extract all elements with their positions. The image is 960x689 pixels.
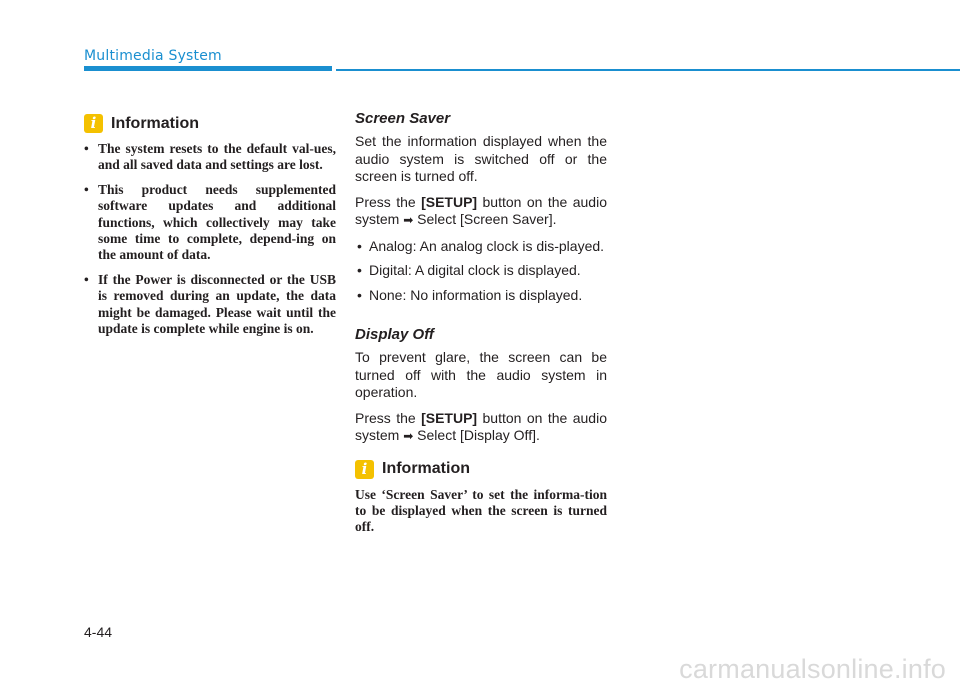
info-text: Use ‘Screen Saver’ to set the informa-tion to be displayed when the screen is turned off. bbox=[355, 486, 607, 535]
setup-key: [SETUP] bbox=[421, 193, 478, 210]
info-list bbox=[84, 141, 336, 337]
header-rule-thin bbox=[336, 69, 960, 71]
info-icon: i bbox=[84, 114, 103, 133]
right-column bbox=[355, 110, 607, 536]
display-off-intro: To prevent glare, the screen can be turned off with the audio system in operation. bbox=[355, 349, 607, 400]
option-item: • Digital: A digital clock is displayed. bbox=[355, 262, 607, 280]
section-title: Multimedia System bbox=[84, 48, 222, 64]
info-heading bbox=[355, 460, 607, 479]
info-icon: i bbox=[355, 460, 374, 479]
screen-saver-heading: Screen Saver bbox=[355, 110, 451, 127]
arrow-right-icon: ➡ bbox=[403, 213, 414, 227]
left-column bbox=[84, 114, 336, 345]
header-rule-thick bbox=[84, 66, 332, 71]
option-item: • Analog: An analog clock is dis-played. bbox=[355, 238, 607, 256]
info-heading bbox=[84, 114, 336, 133]
screen-saver-instruction: Press the [SETUP] button on the audio system ➡ Select [Screen Saver]. bbox=[355, 193, 607, 227]
arrow-right-icon: ➡ bbox=[403, 429, 414, 443]
info-list-item: • If the Power is disconnected or the USB is removed during an update, the data might be damaged. Please wait until the update is complete while engine is on. bbox=[84, 272, 336, 338]
display-off-instruction: Press the [SETUP] button on the audio system ➡ Select [Display Off]. bbox=[355, 409, 607, 443]
screen-saver-intro: Set the information displayed when the audio system is switched off or the screen is turned off. bbox=[355, 133, 607, 184]
page-number: 4-44 bbox=[84, 624, 113, 640]
info-list-item: • The system resets to the default val-ues, and all saved data and settings are lost. bbox=[84, 141, 336, 174]
display-off-heading: Display Off bbox=[355, 326, 434, 343]
watermark: carmanualsonline.info bbox=[679, 654, 946, 684]
setup-key: [SETUP] bbox=[421, 409, 478, 426]
info-title: Information bbox=[382, 460, 470, 477]
screen-saver-options bbox=[355, 238, 607, 305]
info-title: Information bbox=[111, 114, 199, 132]
info-list-item: • This product needs supplemented software updates and additional functions, which collectively may take some time to complete, depend-ing on the amount of data. bbox=[84, 182, 336, 264]
option-item: • None: No information is displayed. bbox=[355, 287, 607, 305]
